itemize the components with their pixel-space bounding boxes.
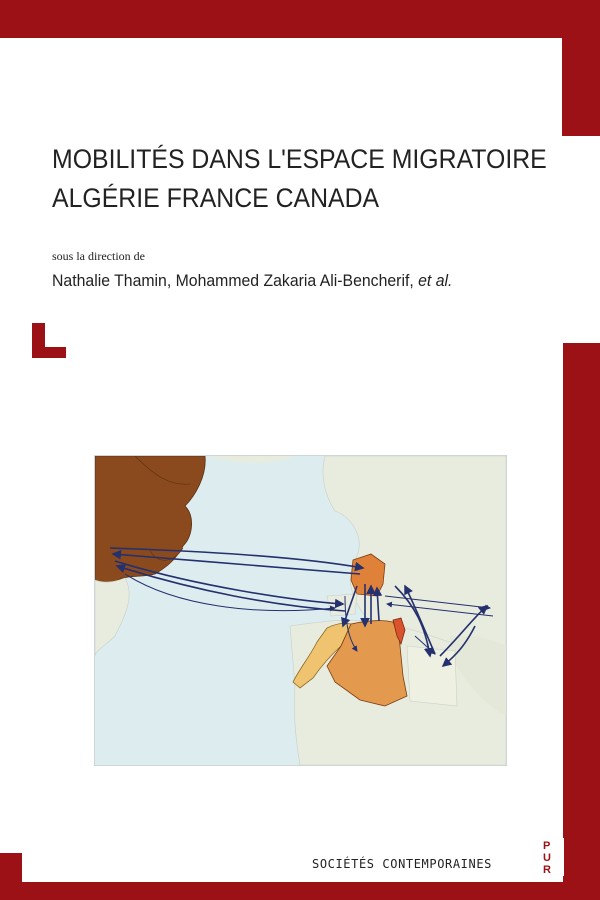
migration-map-illustration xyxy=(94,455,507,766)
l-mark-icon xyxy=(32,323,68,359)
title-line-2: ALGÉRIE FRANCE CANADA xyxy=(52,183,380,213)
svg-text:U: U xyxy=(543,852,551,864)
collection-name: SOCIÉTÉS CONTEMPORAINES xyxy=(312,857,492,871)
pur-logo-icon xyxy=(542,838,564,876)
authors-names: Nathalie Thamin, Mohammed Zakaria Ali-Bencherif, xyxy=(52,271,414,290)
right-band-lower xyxy=(563,343,600,883)
authors-et-al: et al. xyxy=(418,271,453,290)
direction-label: sous la direction de xyxy=(52,249,145,263)
bottom-band xyxy=(0,882,600,900)
svg-text:P: P xyxy=(543,840,551,852)
svg-text:R: R xyxy=(543,864,551,876)
book-title xyxy=(52,140,547,218)
right-band-upper xyxy=(562,38,600,136)
authors-line xyxy=(52,271,452,291)
top-band xyxy=(0,0,600,38)
title-line-1: MOBILITÉS DANS L'ESPACE MIGRATOIRE xyxy=(52,144,547,174)
publisher-logo xyxy=(542,838,564,876)
